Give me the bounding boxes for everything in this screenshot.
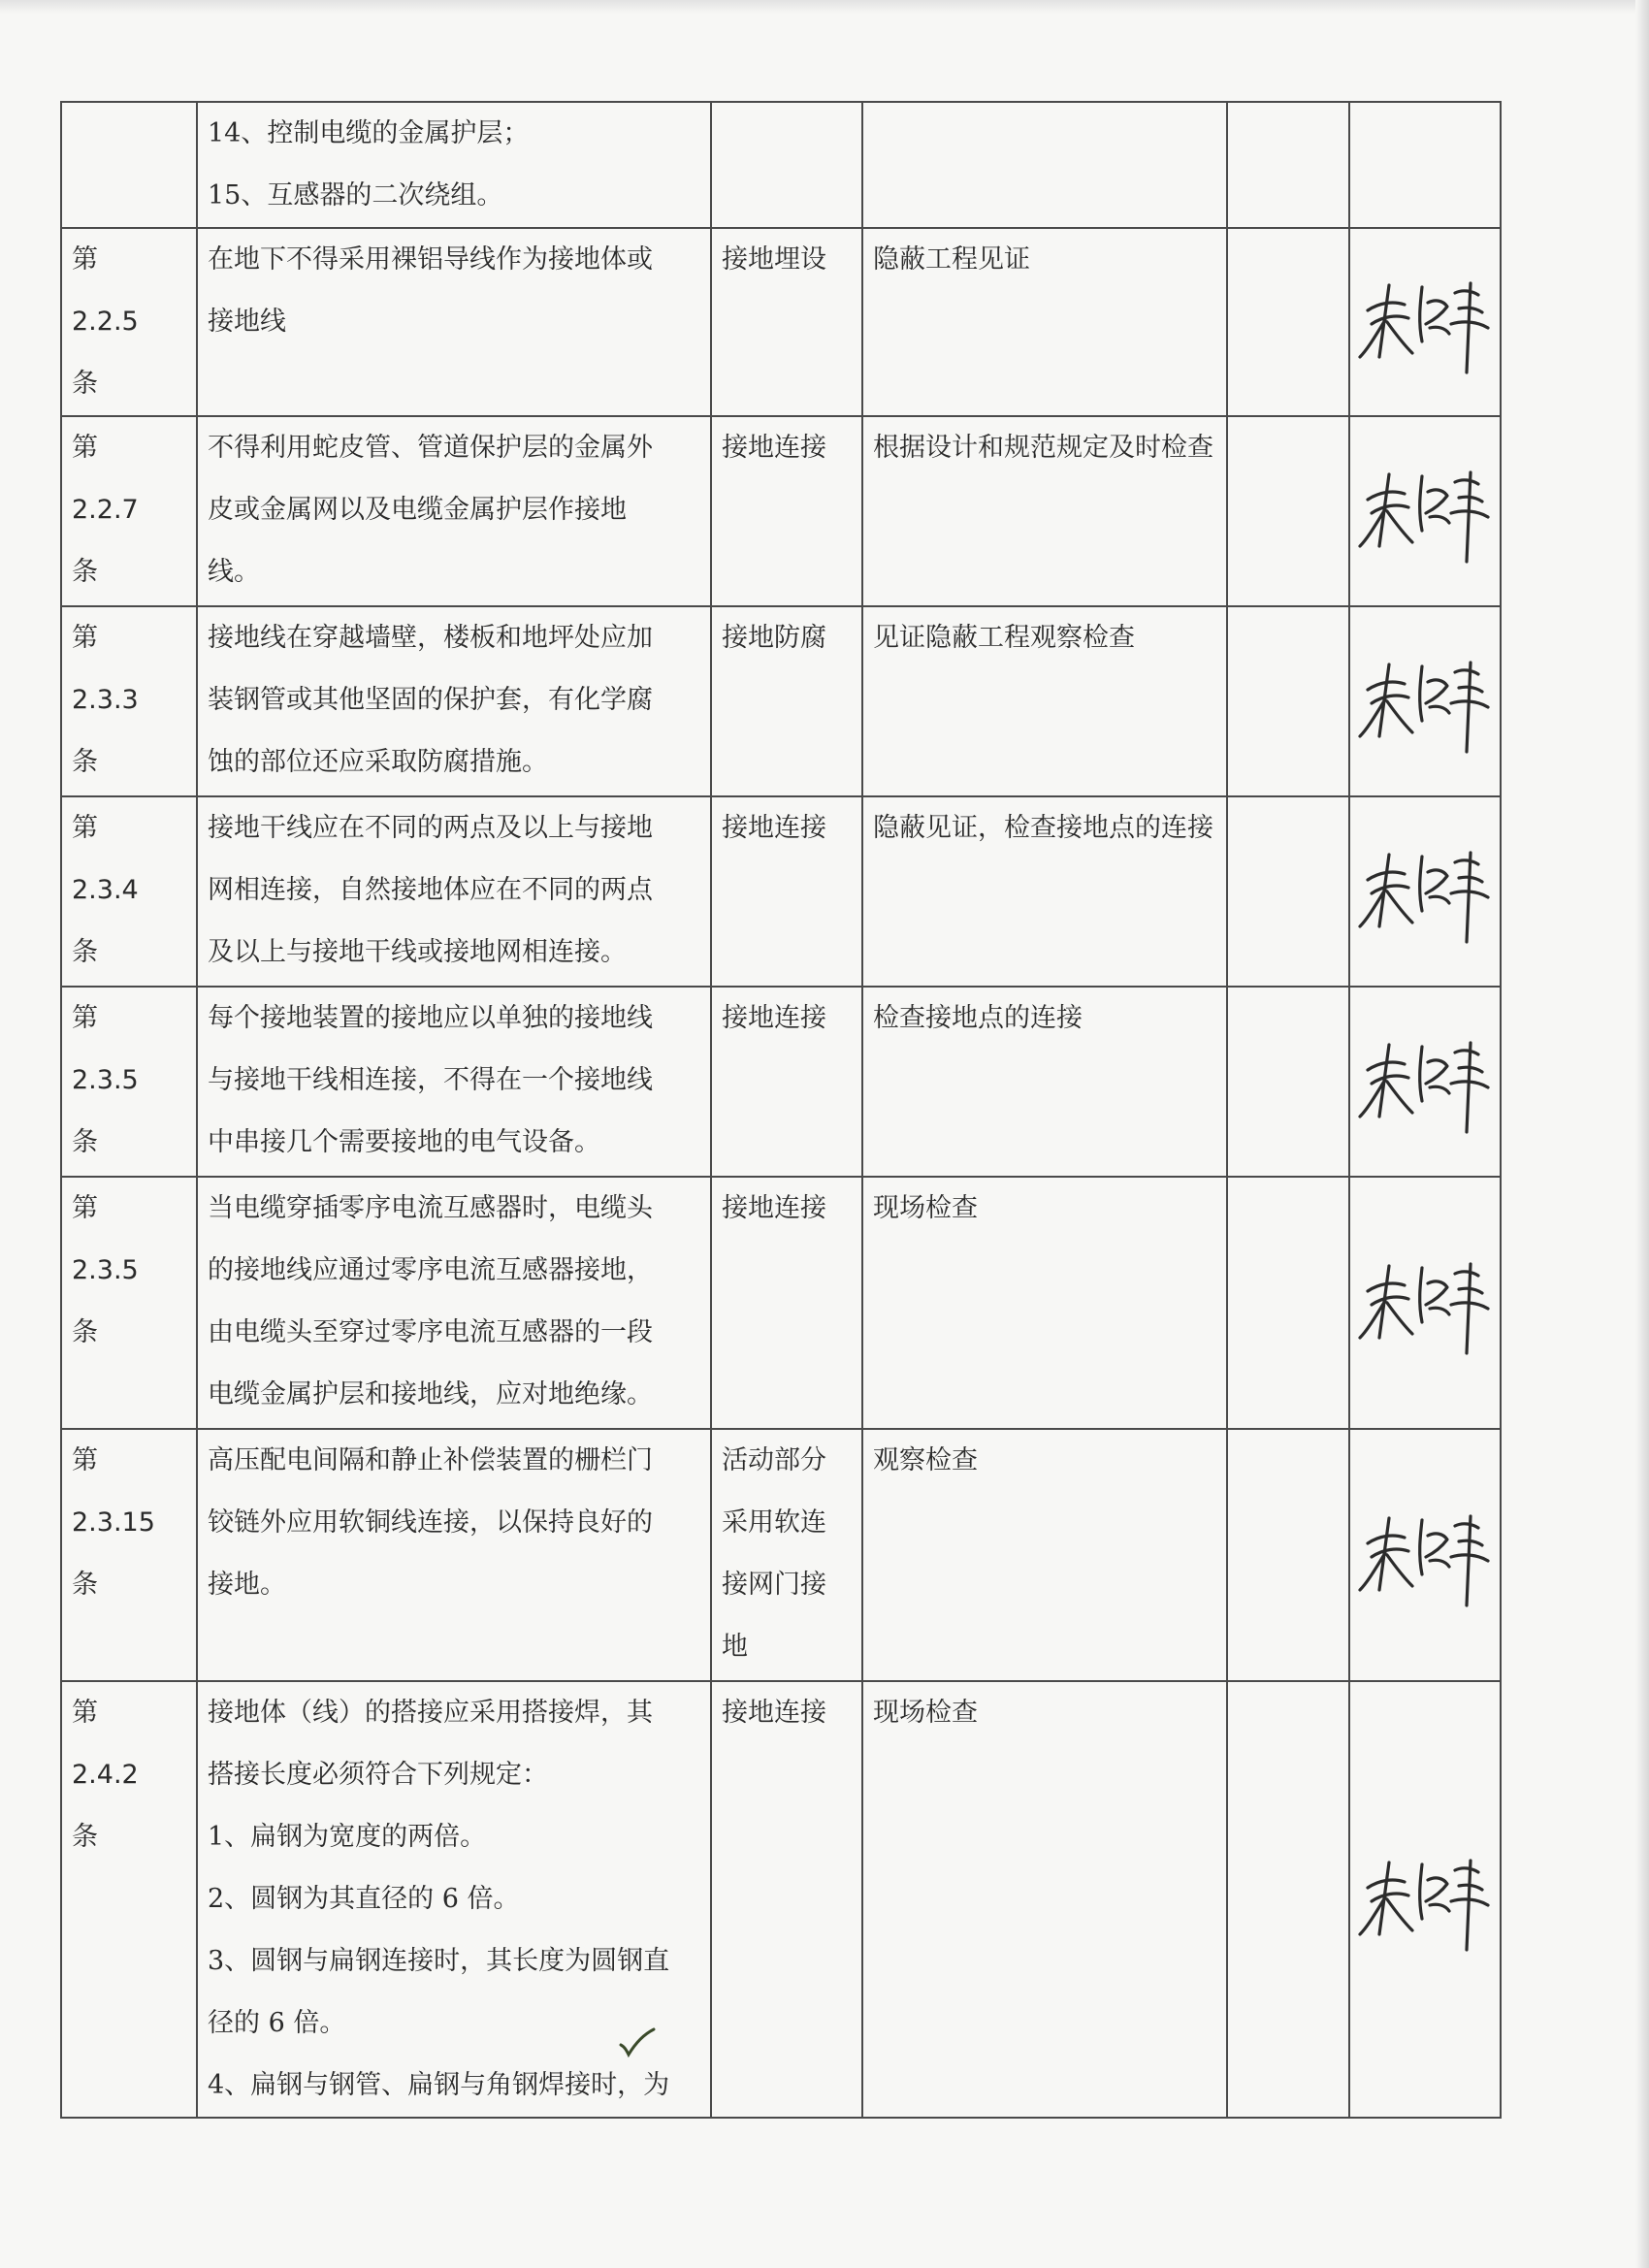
- requirement-line: 蚀的部位还应采取防腐措施。: [208, 747, 548, 777]
- clause-cell: [61, 1177, 197, 1429]
- clause-cell: [61, 228, 197, 416]
- signature-cell: [1349, 1681, 1501, 2118]
- inspection-table: [60, 101, 1502, 2119]
- check-item-cell: [711, 228, 862, 416]
- signature-cell: [1349, 606, 1501, 796]
- check-method-cell: [862, 416, 1227, 606]
- requirement-cell: [197, 796, 711, 987]
- requirement-line: 高压配电间隔和静止补偿装置的栅栏门: [208, 1445, 653, 1475]
- signature-cell: [1349, 1429, 1501, 1681]
- check-mark: [617, 2025, 656, 2058]
- check-item-cell: [711, 102, 862, 228]
- requirement-line: 接地体（线）的搭接应采用搭接焊，其: [208, 1698, 653, 1728]
- clause-line: 2.3.15: [72, 1507, 155, 1538]
- clause-line: 第: [72, 1003, 98, 1033]
- requirement-line: 径的 6 倍。: [208, 2008, 346, 2038]
- requirement-line: 与接地干线相连接，不得在一个接地线: [208, 1065, 653, 1095]
- clause-cell: [61, 606, 197, 796]
- requirement-line: 在地下不得采用裸铝导线作为接地体或: [208, 244, 653, 275]
- clause-line: 第: [72, 1445, 98, 1475]
- signature-cell: [1349, 1177, 1501, 1429]
- check-item-line: 接地连接: [722, 1698, 826, 1728]
- requirement-cell: [197, 987, 711, 1177]
- requirement-line: 铰链外应用软铜线连接，以保持良好的: [208, 1507, 653, 1538]
- check-method-cell: [862, 987, 1227, 1177]
- clause-line: 2.3.4: [72, 875, 139, 905]
- check-item-line: 接地连接: [722, 433, 826, 463]
- table-row: [61, 606, 1501, 796]
- clause-line: 2.3.3: [72, 685, 139, 715]
- signature-mark: [1350, 1245, 1496, 1361]
- check-method-line: 接: [1187, 813, 1213, 843]
- clause-cell: [61, 987, 197, 1177]
- check-method-line: 隐蔽工程见证: [873, 244, 1030, 275]
- signature-mark: [1350, 1497, 1496, 1613]
- clause-line: 条: [72, 1317, 98, 1347]
- table-row: [61, 1429, 1501, 1681]
- requirement-cell: [197, 606, 711, 796]
- requirement-cell: [197, 228, 711, 416]
- requirement-line: 电缆金属护层和接地线，应对地绝缘。: [208, 1379, 653, 1409]
- signature-cell: [1349, 987, 1501, 1177]
- table-row: [61, 1681, 1501, 2118]
- signature-mark: [1350, 453, 1496, 569]
- check-method-line: 现场检查: [873, 1698, 978, 1728]
- check-item-cell: [711, 606, 862, 796]
- signature-cell: [1349, 228, 1501, 416]
- requirement-line: 当电缆穿插零序电流互感器时，电缆头: [208, 1193, 653, 1223]
- clause-line: 第: [72, 1698, 98, 1728]
- requirement-line: 接地。: [208, 1570, 286, 1600]
- check-method-cell: [862, 1429, 1227, 1681]
- check-item-line: 采用软连: [722, 1507, 826, 1538]
- clause-line: 2.2.7: [72, 495, 139, 525]
- check-item-line: 接地连接: [722, 1193, 826, 1223]
- clause-line: 第: [72, 433, 98, 463]
- signature-mark: [1350, 643, 1496, 760]
- check-item-line: 接地连接: [722, 1003, 826, 1033]
- check-item-cell: [711, 1681, 862, 2118]
- requirement-line: 皮或金属网以及电缆金属护层作接地: [208, 495, 627, 525]
- requirement-line: 中串接几个需要接地的电气设备。: [208, 1127, 600, 1157]
- check-method-line: 见证隐蔽工程观察检查: [873, 623, 1135, 653]
- table-row: [61, 796, 1501, 987]
- requirement-line: 1、扁钢为宽度的两倍。: [208, 1822, 487, 1852]
- clause-line: 第: [72, 1193, 98, 1223]
- requirement-cell: [197, 102, 711, 228]
- check-method-line: 观察检查: [873, 1445, 978, 1475]
- clause-line: 2.4.2: [72, 1760, 139, 1790]
- check-item-cell: [711, 1429, 862, 1681]
- requirement-line: 不得利用蛇皮管、管道保护层的金属外: [208, 433, 653, 463]
- scan-edge-right: [1635, 0, 1649, 2268]
- check-item-line: 地: [722, 1632, 748, 1662]
- check-item-line: 接地连接: [722, 813, 826, 843]
- requirement-line: 的接地线应通过零序电流互感器接地，: [208, 1255, 653, 1285]
- clause-line: 条: [72, 369, 98, 399]
- check-item-line: 接地防腐: [722, 623, 826, 653]
- requirement-line: 每个接地装置的接地应以单独的接地线: [208, 1003, 653, 1033]
- clause-line: 第: [72, 623, 98, 653]
- requirement-line: 14、控制电缆的金属护层；: [208, 118, 530, 148]
- requirement-line: 15、互感器的二次绕组。: [208, 180, 503, 211]
- requirement-line: 接地干线应在不同的两点及以上与接地: [208, 813, 653, 843]
- clause-line: 条: [72, 747, 98, 777]
- requirement-line: 由电缆头至穿过零序电流互感器的一段: [208, 1317, 653, 1347]
- result-cell: [1227, 606, 1349, 796]
- signature-mark: [1350, 1023, 1496, 1140]
- check-method-cell: [862, 1681, 1227, 2118]
- clause-line: 2.3.5: [72, 1255, 139, 1285]
- clause-line: 2.2.5: [72, 307, 139, 337]
- check-method-cell: [862, 606, 1227, 796]
- requirement-line: 线。: [208, 557, 260, 587]
- clause-cell: [61, 416, 197, 606]
- check-item-cell: [711, 796, 862, 987]
- requirement-line: 网相连接，自然接地体应在不同的两点: [208, 875, 653, 905]
- result-cell: [1227, 1681, 1349, 2118]
- requirement-line: 装钢管或其他坚固的保护套，有化学腐: [208, 685, 653, 715]
- result-cell: [1227, 228, 1349, 416]
- table-row: [61, 228, 1501, 416]
- check-method-line: 检查接地点的连接: [873, 1003, 1083, 1033]
- check-method-cell: [862, 228, 1227, 416]
- requirement-line: 搭接长度必须符合下列规定：: [208, 1760, 548, 1790]
- check-item-line: 接地埋设: [722, 244, 826, 275]
- signature-cell: [1349, 416, 1501, 606]
- signature-mark: [1350, 833, 1496, 950]
- check-method-line: 隐蔽见证，检查接地点的连: [873, 813, 1187, 843]
- check-item-line: 接网门接: [722, 1570, 826, 1600]
- check-item-cell: [711, 1177, 862, 1429]
- result-cell: [1227, 1429, 1349, 1681]
- requirement-line: 及以上与接地干线或接地网相连接。: [208, 937, 627, 967]
- table-row: [61, 1177, 1501, 1429]
- scan-edge-top: [0, 0, 1649, 14]
- requirement-line: 接地线在穿越墙壁，楼板和地坪处应加: [208, 623, 653, 653]
- check-method-line: 检查: [1161, 433, 1213, 463]
- clause-line: 第: [72, 244, 98, 275]
- clause-line: 条: [72, 1127, 98, 1157]
- check-method-line: 现场检查: [873, 1193, 978, 1223]
- clause-cell: [61, 1681, 197, 2118]
- signature-mark: [1350, 264, 1496, 380]
- requirement-line: 2、圆钢为其直径的 6 倍。: [208, 1884, 520, 1914]
- clause-cell: [61, 1429, 197, 1681]
- table-row: [61, 416, 1501, 606]
- check-method-line: 根据设计和规范规定及时: [873, 433, 1161, 463]
- clause-cell: [61, 102, 197, 228]
- result-cell: [1227, 796, 1349, 987]
- check-method-cell: [862, 102, 1227, 228]
- clause-line: 条: [72, 1570, 98, 1600]
- result-cell: [1227, 102, 1349, 228]
- result-cell: [1227, 416, 1349, 606]
- requirement-cell: [197, 1177, 711, 1429]
- clause-line: 条: [72, 1822, 98, 1852]
- requirement-cell: [197, 1429, 711, 1681]
- table-row: [61, 102, 1501, 228]
- requirement-line: 接地线: [208, 307, 286, 337]
- signature-mark: [1350, 1841, 1496, 1958]
- requirement-line: 4、扁钢与钢管、扁钢与角钢焊接时，为: [208, 2070, 670, 2100]
- result-cell: [1227, 987, 1349, 1177]
- table-body: [61, 102, 1501, 2118]
- check-item-line: 活动部分: [722, 1445, 826, 1475]
- result-cell: [1227, 1177, 1349, 1429]
- requirement-cell: [197, 416, 711, 606]
- check-item-cell: [711, 987, 862, 1177]
- clause-line: 2.3.5: [72, 1065, 139, 1095]
- table-row: [61, 987, 1501, 1177]
- check-method-cell: [862, 796, 1227, 987]
- signature-cell: [1349, 102, 1501, 228]
- signature-cell: [1349, 796, 1501, 987]
- clause-cell: [61, 796, 197, 987]
- clause-line: 第: [72, 813, 98, 843]
- clause-line: 条: [72, 937, 98, 967]
- requirement-line: 3、圆钢与扁钢连接时，其长度为圆钢直: [208, 1946, 670, 1976]
- check-method-cell: [862, 1177, 1227, 1429]
- check-item-cell: [711, 416, 862, 606]
- clause-line: 条: [72, 557, 98, 587]
